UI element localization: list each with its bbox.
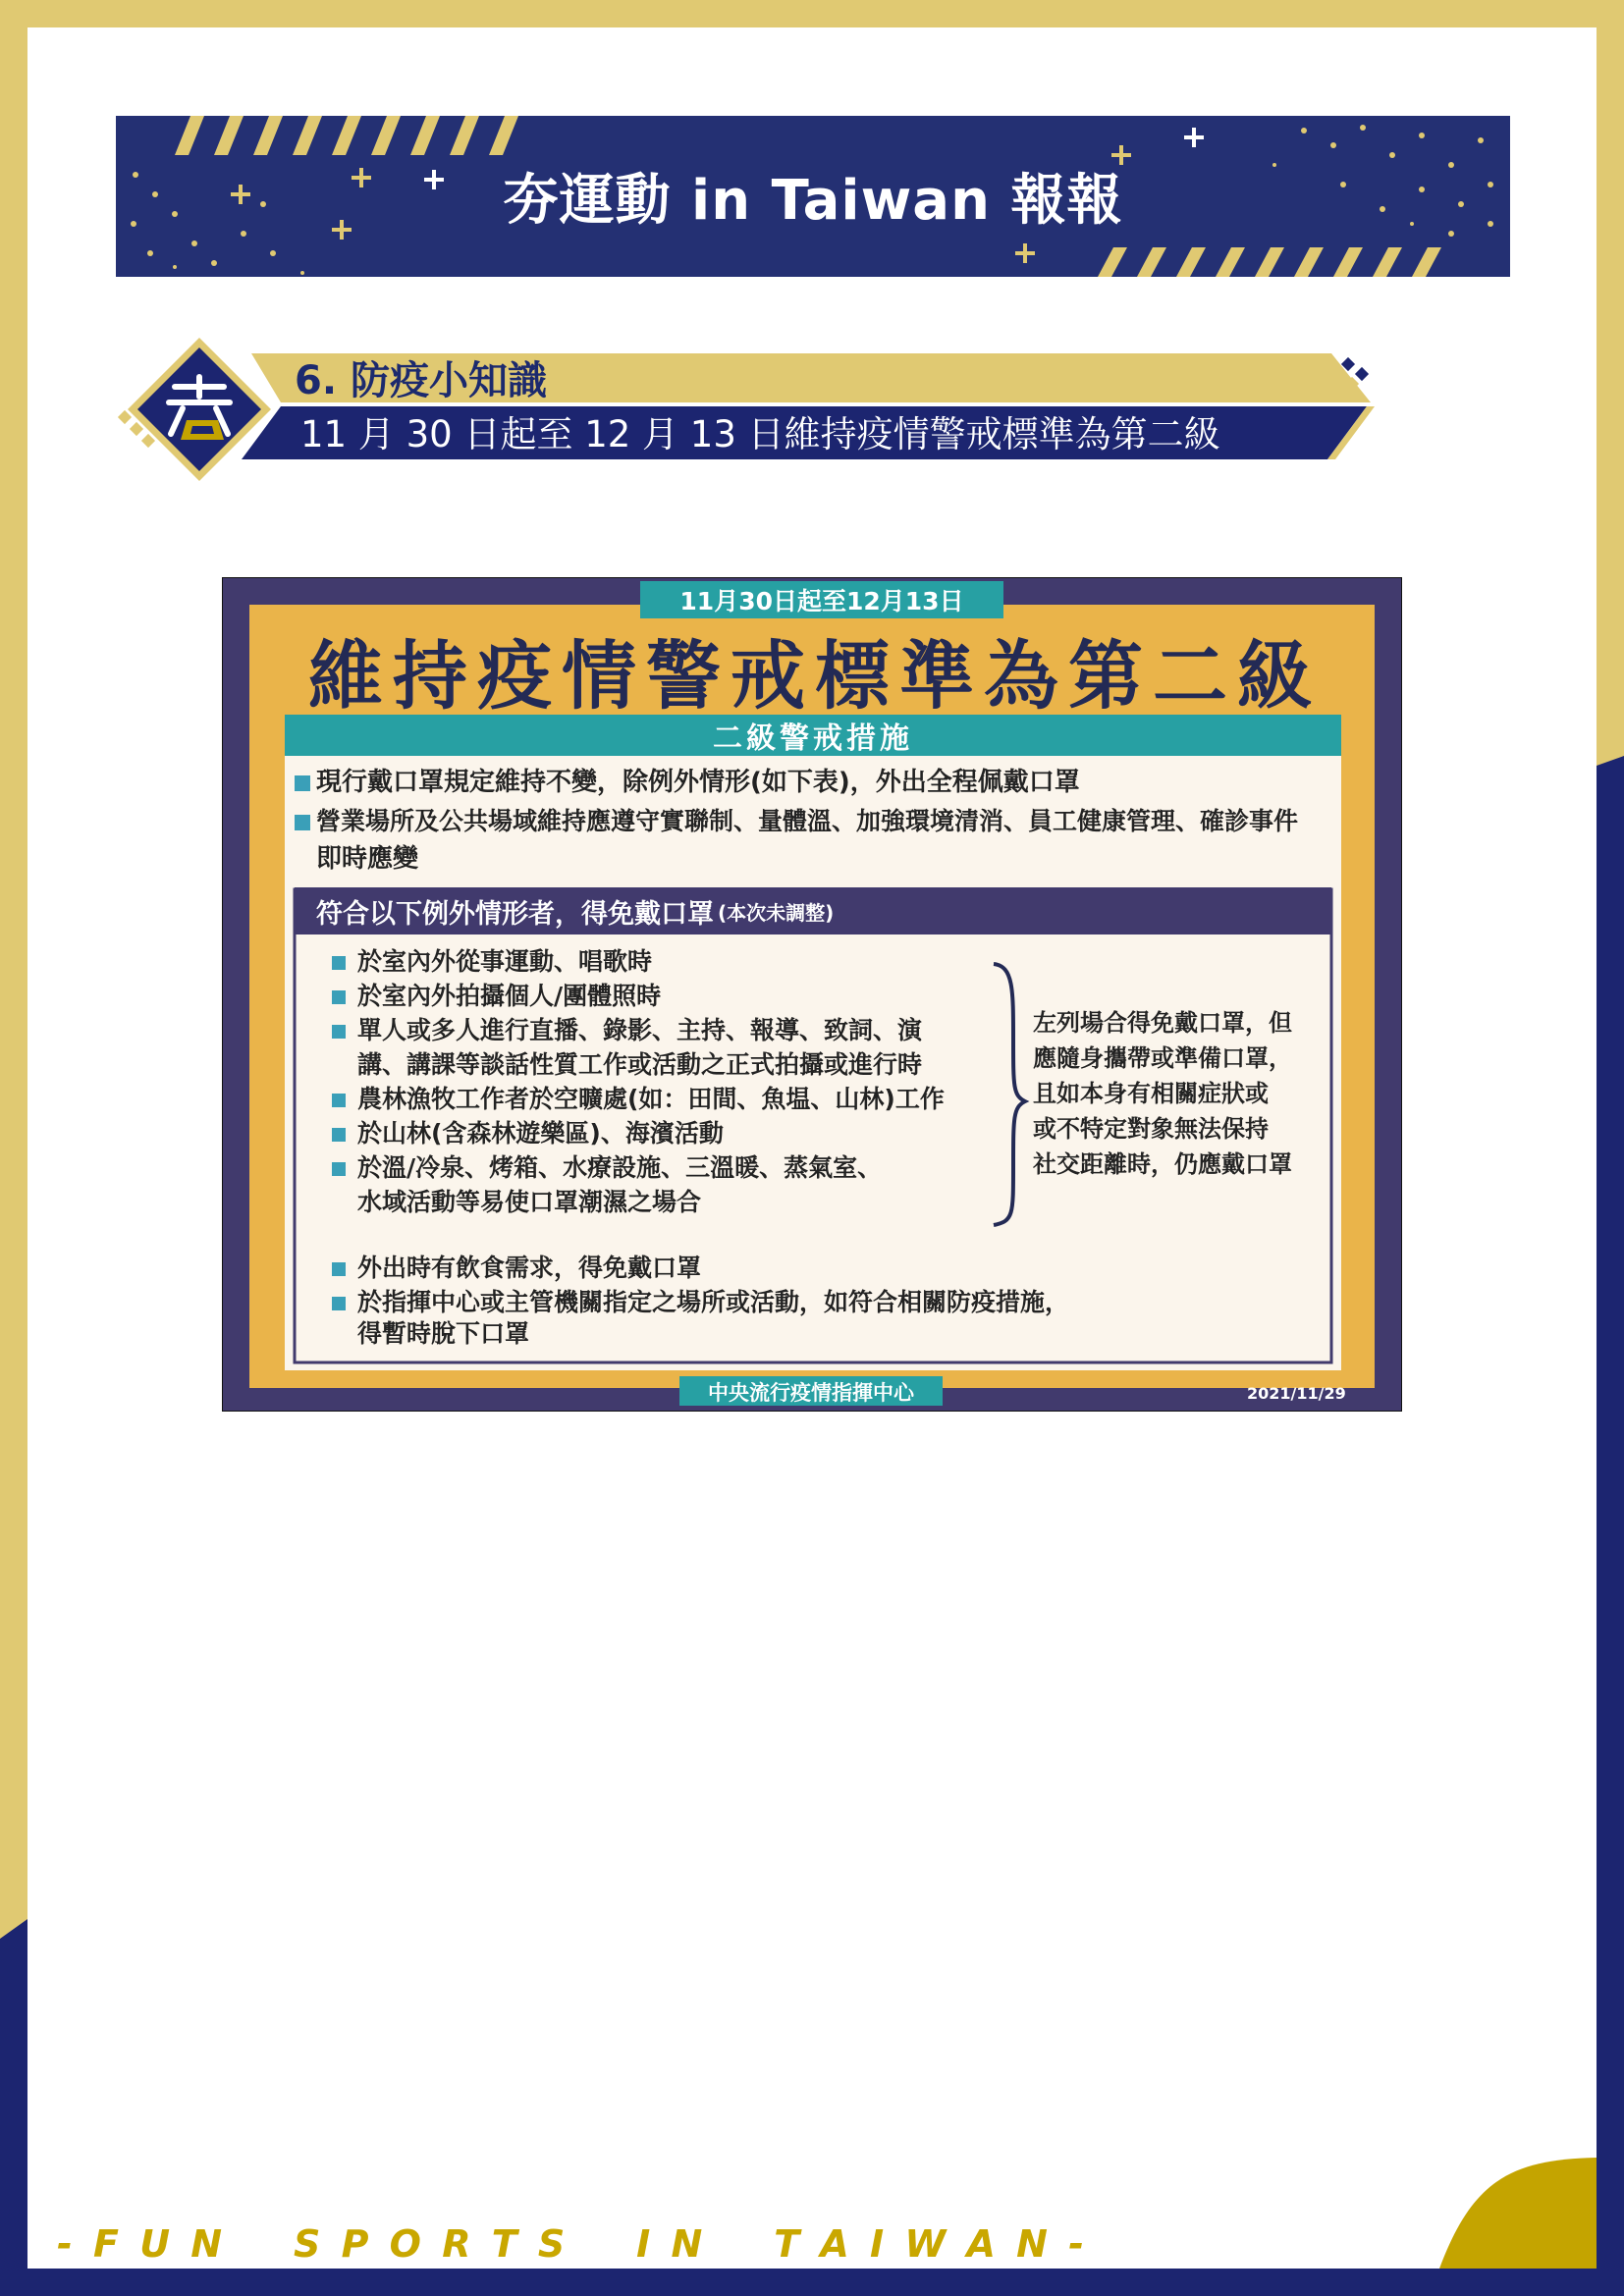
poster-footer-date: 2021/11/29 xyxy=(1247,1384,1346,1403)
extra-exception-item: 外出時有飲食需求，得免戴口罩 xyxy=(332,1251,701,1285)
section-title: 6. 防疫小知識 xyxy=(295,358,547,403)
bullet-square-icon xyxy=(332,1025,346,1039)
poster-date-range: 11月30日起至12月13日 xyxy=(679,587,964,615)
bullet-square-icon xyxy=(332,990,346,1004)
extra-exception-item: 於指揮中心或主管機關指定之場所或活動，如符合相關防疫措施， xyxy=(332,1285,1069,1319)
exception-item: 單人或多人進行直播、錄影、主持、報導、致詞、演 xyxy=(332,1013,922,1047)
exception-side-note: 左列場合得免戴口罩，但 應隨身攜帶或準備口罩， 且如本身有相關症狀或 或不特定對象無法保持 社交距離時，仍應戴口罩 xyxy=(1033,1009,1292,1178)
exception-item-continued: 水域活動等易使口罩潮濕之場合 xyxy=(357,1188,702,1216)
bullet-square-icon xyxy=(332,1128,346,1142)
bullet-square-icon xyxy=(295,815,310,830)
extra-exception-item-continued: 得暫時脫下口罩 xyxy=(357,1319,530,1348)
exception-item: 於溫/冷泉、烤箱、水療設施、三溫暖、蒸氣室、 xyxy=(332,1150,882,1185)
exception-item: 於室內外拍攝個人/團體照時 xyxy=(332,979,661,1013)
bullet-square-icon xyxy=(332,1297,346,1310)
exception-item: 農林漁牧工作者於空曠處(如：田間、魚塭、山林)工作 xyxy=(332,1082,945,1116)
bullet-square-icon xyxy=(332,956,346,970)
section-subtitle: 11 月 30 日起至 12 月 13 日維持疫情警戒標準為第二級 xyxy=(300,413,1220,455)
poster-measures-heading: 二級警戒措施 xyxy=(713,721,913,756)
measure-item: 現行戴口罩規定維持不變，除例外情形(如下表)，外出全程佩戴口罩 xyxy=(295,764,1080,801)
measure-item: 營業場所及公共場域維持應遵守實聯制、量體溫、加強環境清消、員工健康管理、確診事件 xyxy=(295,803,1298,840)
exceptions-heading: 符合以下例外情形者，得免戴口罩 (本次未調整) xyxy=(316,898,835,930)
exception-item: 於室內外從事運動、唱歌時 xyxy=(332,944,652,979)
footer-slogan: - F U N S P O R T S I N T A I W A N - xyxy=(57,2222,1088,2266)
bullet-square-icon xyxy=(332,1162,346,1176)
bullet-square-icon xyxy=(332,1262,346,1276)
sports-logo-icon xyxy=(128,338,271,481)
bullet-square-icon xyxy=(295,775,310,791)
measure-item-continued: 即時應變 xyxy=(316,844,419,874)
exception-item-continued: 講、講課等談話性質工作或活動之正式拍攝或進行時 xyxy=(357,1050,923,1079)
poster-footer-org: 中央流行疫情指揮中心 xyxy=(708,1381,914,1405)
header-title: 夯運動 in Taiwan 報報 xyxy=(503,169,1123,233)
bullet-square-icon xyxy=(332,1094,346,1107)
poster-title: 維持疫情警戒標準為第二級 xyxy=(308,631,1322,720)
exception-item: 於山林(含森林遊樂區)、海濱活動 xyxy=(332,1116,724,1150)
